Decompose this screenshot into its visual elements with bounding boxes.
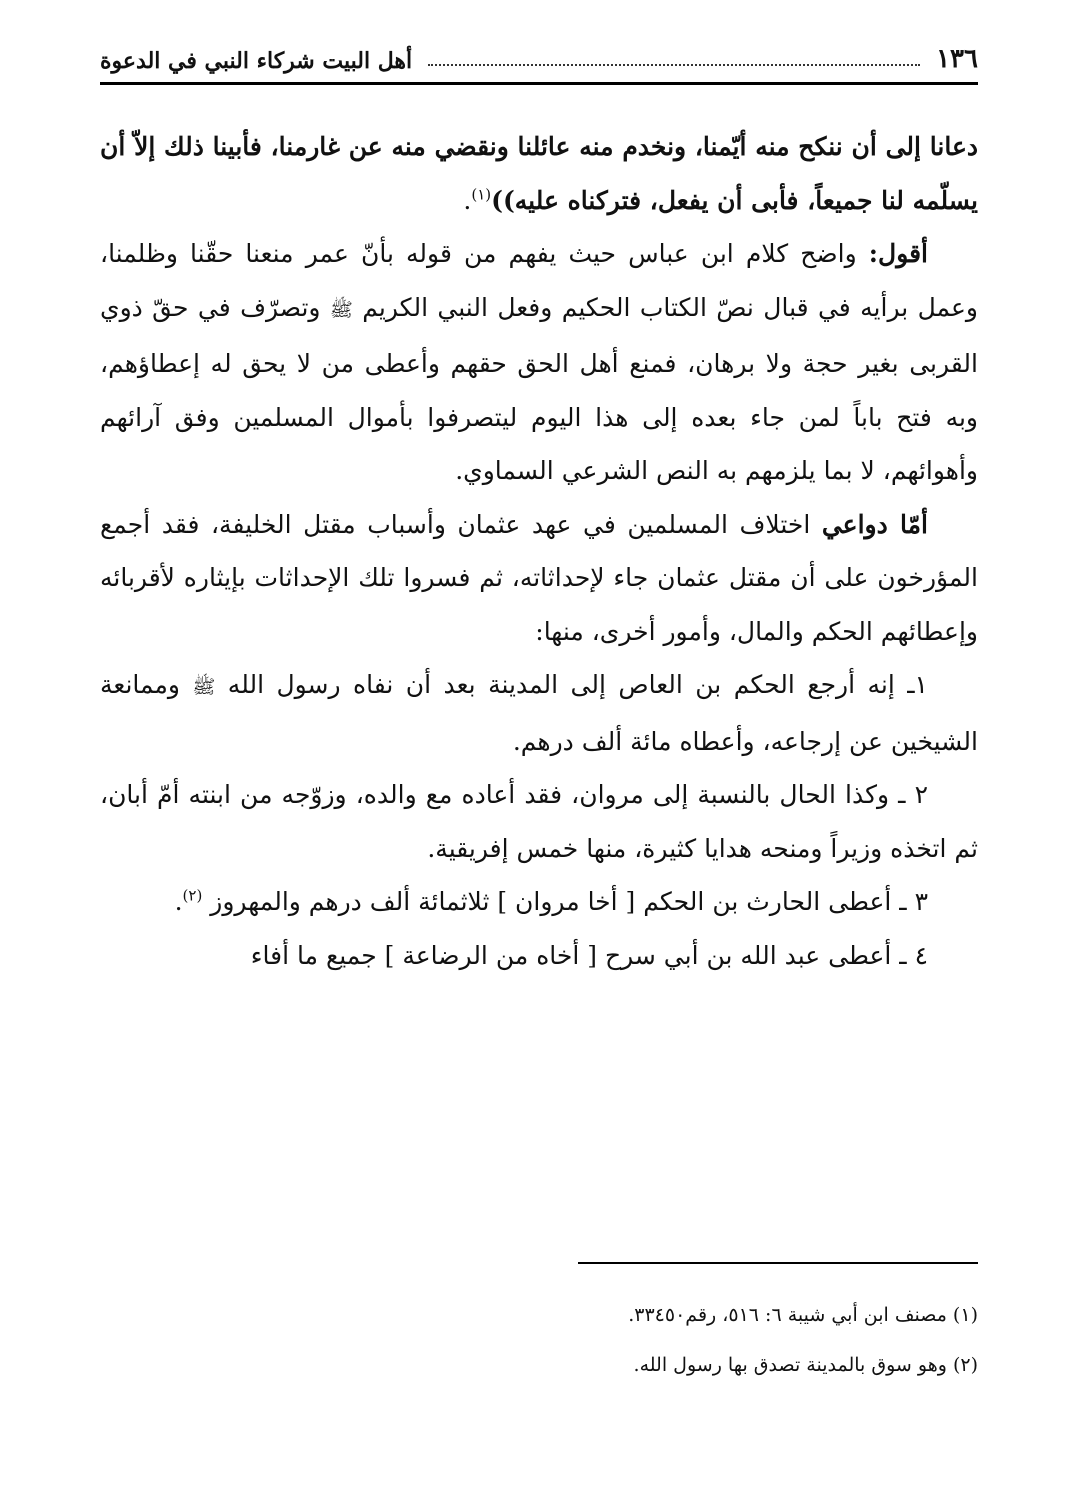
aqul-label: أقول: (868, 239, 929, 268)
footnote-ref-2: (٢) (182, 886, 203, 905)
list-item: ٢ ـ وكذا الحال بالنسبة إلى مروان، فقد أعاده مع والده، وزوّجه من ابنته أمّ أبان، ثم اتخذه وزيراً ومنحه هدايا كثيرة، منها خمس إفريقية. (100, 780, 978, 863)
list-item: ٤ ـ أعطى عبد الله بن أبي سرح [ أخاه من الرضاعة ] جميع ما أفاء (250, 940, 928, 970)
footnote-1: (١) مصنف ابن أبي شيبة ٦: ٥١٦، رقم٣٣٤٥٠. (628, 1304, 978, 1326)
salawat-glyph: ﷺ (329, 298, 353, 321)
commentary-text-a: واضح كلام ابن عباس حيث يفهم من قوله بأنّ عمر منعنا حقّنا وظلمنا، وعمل برأيه في قبال نصّ الكتاب الحكيم وفعل النبي الكريم (100, 239, 978, 322)
main-text (100, 120, 978, 982)
footnote-2: (٢) وهو سوق بالمدينة تصدق بها رسول الله. (633, 1354, 978, 1376)
running-title: أهل البيت شركاء النبي في الدعوة (100, 48, 413, 74)
page-number: ١٣٦ (936, 44, 978, 74)
header-leader-dots (428, 64, 920, 66)
footnotes (100, 1302, 978, 1402)
quote-end: . (463, 185, 472, 215)
item-1-text-b: وممانعة الشيخين عن إرجاعه، وأعطاه مائة ألف درهم. (100, 670, 978, 756)
commentary-text-b: وتصرّف في حقّ ذوي القربى بغير حجة ولا برهان، فمنع أهل الحق حقهم وأعطى من لا يحق له إعطاؤهم، وبه فتح باباً لمن جاء بعده إلى هذا اليوم ليتصرفوا بأموال المسلمين وفق آرائهم وأهوائهم، لا بما يلزمهم به النص الشرعي السماوي. (100, 292, 978, 485)
list-item (100, 875, 978, 929)
item-1-text-a: ١ـ إنه أرجع الحكم بن العاص إلى المدينة بعد أن نفاه رسول الله (227, 670, 928, 699)
list-item (100, 658, 978, 768)
amma-label: أمّا دواعي (821, 509, 928, 539)
causes-paragraph (100, 498, 978, 659)
item-3-end: . (174, 887, 183, 916)
quote-paragraph (100, 120, 978, 227)
commentary-paragraph (100, 227, 978, 498)
footnote-ref-1: (١) (471, 185, 492, 204)
page-header (100, 38, 978, 78)
item-3-text: ٣ ـ أعطى الحارث بن الحكم [ أخا مروان ] ثلاثمائة ألف درهم والمهروز (210, 887, 928, 916)
header-rule (100, 82, 978, 85)
quote-text: دعانا إلى أن ننكح منه أيّمنا، ونخدم منه عائلنا ونقضي منه عن غارمنا، فأبينا ذلك إلاّ أن يسلّمه لنا جميعاً، فأبى أن يفعل، فتركناه عليه)) (100, 132, 978, 215)
footnote-rule (578, 1262, 978, 1264)
salawat-glyph: ﷺ (192, 676, 216, 698)
causes-text: اختلاف المسلمين في عهد عثمان وأسباب مقتل الخليفة، فقد أجمع المؤرخون على أن مقتل عثمان جاء لإحداثاته، ثم فسروا تلك الإحداثات بإيثاره لأقربائه وإعطائهم الحكم والمال، وأمور أخرى، منها: (100, 509, 978, 646)
